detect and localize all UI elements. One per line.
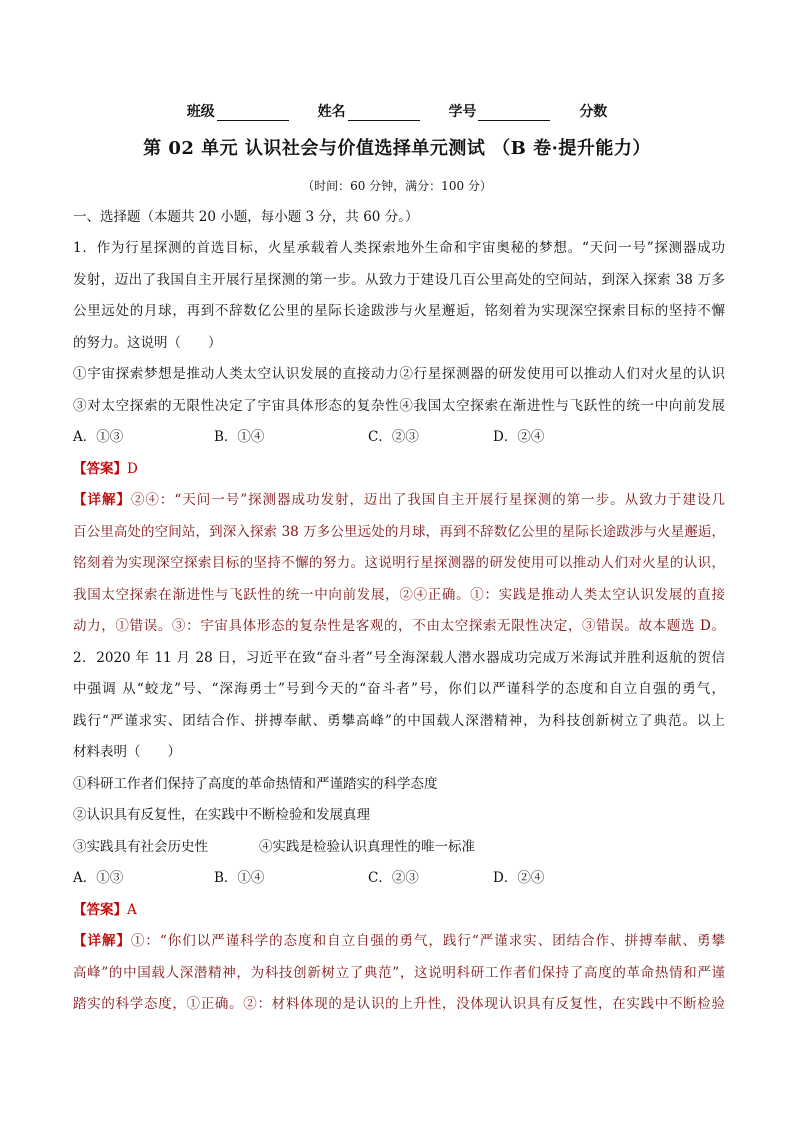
detail-line: 百公里高处的空间站，到深入探索 38 万多公里远处的月球，再到不辞数亿公里的星际长途跋涉与火星邂逅，: [73, 523, 725, 540]
detail-label: 【详解】: [73, 492, 131, 508]
question-1: [73, 233, 725, 643]
class-field: [187, 101, 289, 121]
section-heading: 一、选择题（本题共 20 小题，每小题 3 分，共 60 分。）: [73, 209, 419, 225]
name-label: 姓名: [317, 104, 346, 120]
name-blank: [348, 106, 420, 121]
score-field: [579, 101, 607, 121]
student-id-blank: [478, 106, 550, 121]
exam-time-info: （时间：60 分钟，满分：100 分）: [302, 179, 492, 193]
option-a: A．①③: [73, 429, 124, 445]
statement-3: ③实践具有社会历史性: [73, 838, 208, 855]
detail-line: 动力，①错误。③：宇宙具体形态的复杂性是客观的，不由太空探索无限性决定，③错误。故本题选 D。: [73, 618, 725, 634]
class-blank: [217, 106, 289, 121]
detail-line: [73, 926, 725, 958]
answer-line: [73, 895, 725, 927]
statement-4: ④实践是检验认识真理性的唯一标准: [259, 838, 475, 855]
statement-line: [73, 832, 725, 864]
answer-value: D: [127, 460, 138, 477]
statement-line: ①科研工作者们保持了高度的革命热情和严谨踏实的科学态度: [73, 775, 438, 792]
option-a: A．①③: [73, 870, 124, 886]
option-b: B．①④: [214, 870, 265, 886]
detail-label: 【详解】: [73, 933, 131, 949]
question-stem-line: 发射，迈出了我国自主开展行星探测的第一步。从致力于建设几百公里高处的空间站，到深入探索 38 万多: [73, 271, 725, 288]
question-stem-line: 的努力。这说明（ ）: [73, 334, 222, 351]
detail-line: 我国太空探索在渐进性与飞跃性的统一中向前发展，②④正确。①：实践是推动人类太空认识发展的直接: [73, 586, 725, 603]
student-id-label: 学号: [448, 104, 477, 120]
detail-text: ②④：“天问一号”探测器成功发射，迈出了我国自主开展行星探测的第一步。从致力于建设几: [130, 492, 725, 508]
detail-line: 铭刻着为实现深空探索目标的坚持不懈的努力。这说明行星探测器的研发使用可以推动人们对火星的认识，: [73, 555, 725, 571]
score-label: 分数: [579, 104, 608, 120]
question-2: [73, 643, 725, 1021]
statement-line: ③对太空探索的无限性决定了宇宙具体形态的复杂性④我国太空探索在渐进性与飞跃性的统一中向前发展: [73, 397, 725, 414]
answer-label: 【答案】: [73, 460, 127, 477]
answer-label: 【答案】: [73, 901, 127, 918]
answer-options: [73, 863, 725, 895]
question-stem-line: 公里远处的月球，再到不辞数亿公里的星际长途跋涉与火星邂逅，铭刻着为实现深空探索目标的坚持不懈: [73, 303, 725, 319]
page-title: 第 02 单元 认识社会与价值选择单元测试 （B 卷·提升能力）: [143, 138, 651, 159]
detail-text: ①：“你们以严谨科学的态度和自立自强的勇气，践行“严谨求实、团结合作、拼搏奉献、勇攀: [130, 933, 725, 949]
student-info-fields: [0, 101, 794, 121]
option-c: C．②③: [368, 870, 419, 886]
question-stem-line: 2．2020 年 11 月 28 日，习近平在致“奋斗者”号全海深载人潜水器成功完成万米海试并胜利返航的贺信: [73, 649, 725, 666]
question-stem-line: 践行“严谨求实、团结合作、拼搏奉献、勇攀高峰”的中国载人深潜精神，为科技创新树立了典范。以上: [73, 712, 725, 729]
question-stem-line: 材料表明（ ）: [73, 744, 181, 760]
class-label: 班级: [186, 104, 215, 120]
statement-line: ①宇宙探索梦想是推动人类太空认识发展的直接动力②行星探测器的研发使用可以推动人们对火星的认识: [73, 366, 725, 382]
question-stem-line: 中强调 从“蛟龙”号、“深海勇士”号到今天的“奋斗者”号，你们以严谨科学的态度和自立自强的勇气，: [73, 681, 725, 697]
detail-line: 踏实的科学态度，①正确。②：材料体现的是认识的上升性，没体现认识具有反复性，在实践中不断检验: [73, 996, 725, 1012]
option-d: D．②④: [493, 429, 545, 445]
option-d: D．②④: [493, 870, 545, 886]
option-c: C．②③: [368, 429, 419, 445]
name-field: [318, 101, 420, 121]
exam-content: [73, 204, 725, 1021]
statement-line: ②认识具有反复性，在实践中不断检验和发展真理: [73, 807, 370, 823]
answer-options: [73, 422, 725, 454]
detail-line: [73, 485, 725, 517]
answer-value: A: [127, 901, 137, 918]
option-b: B．①④: [214, 429, 265, 445]
detail-line: 高峰”的中国载人深潜精神，为科技创新树立了典范”，这说明科研工作者们保持了高度的革命热情和严谨: [73, 964, 725, 981]
question-stem-line: 1．作为行星探测的首选目标，火星承载着人类探索地外生命和宇宙奥秘的梦想。“天问一号”探测器成功: [73, 240, 725, 256]
student-id-field: [448, 101, 550, 121]
answer-line: [73, 454, 725, 486]
